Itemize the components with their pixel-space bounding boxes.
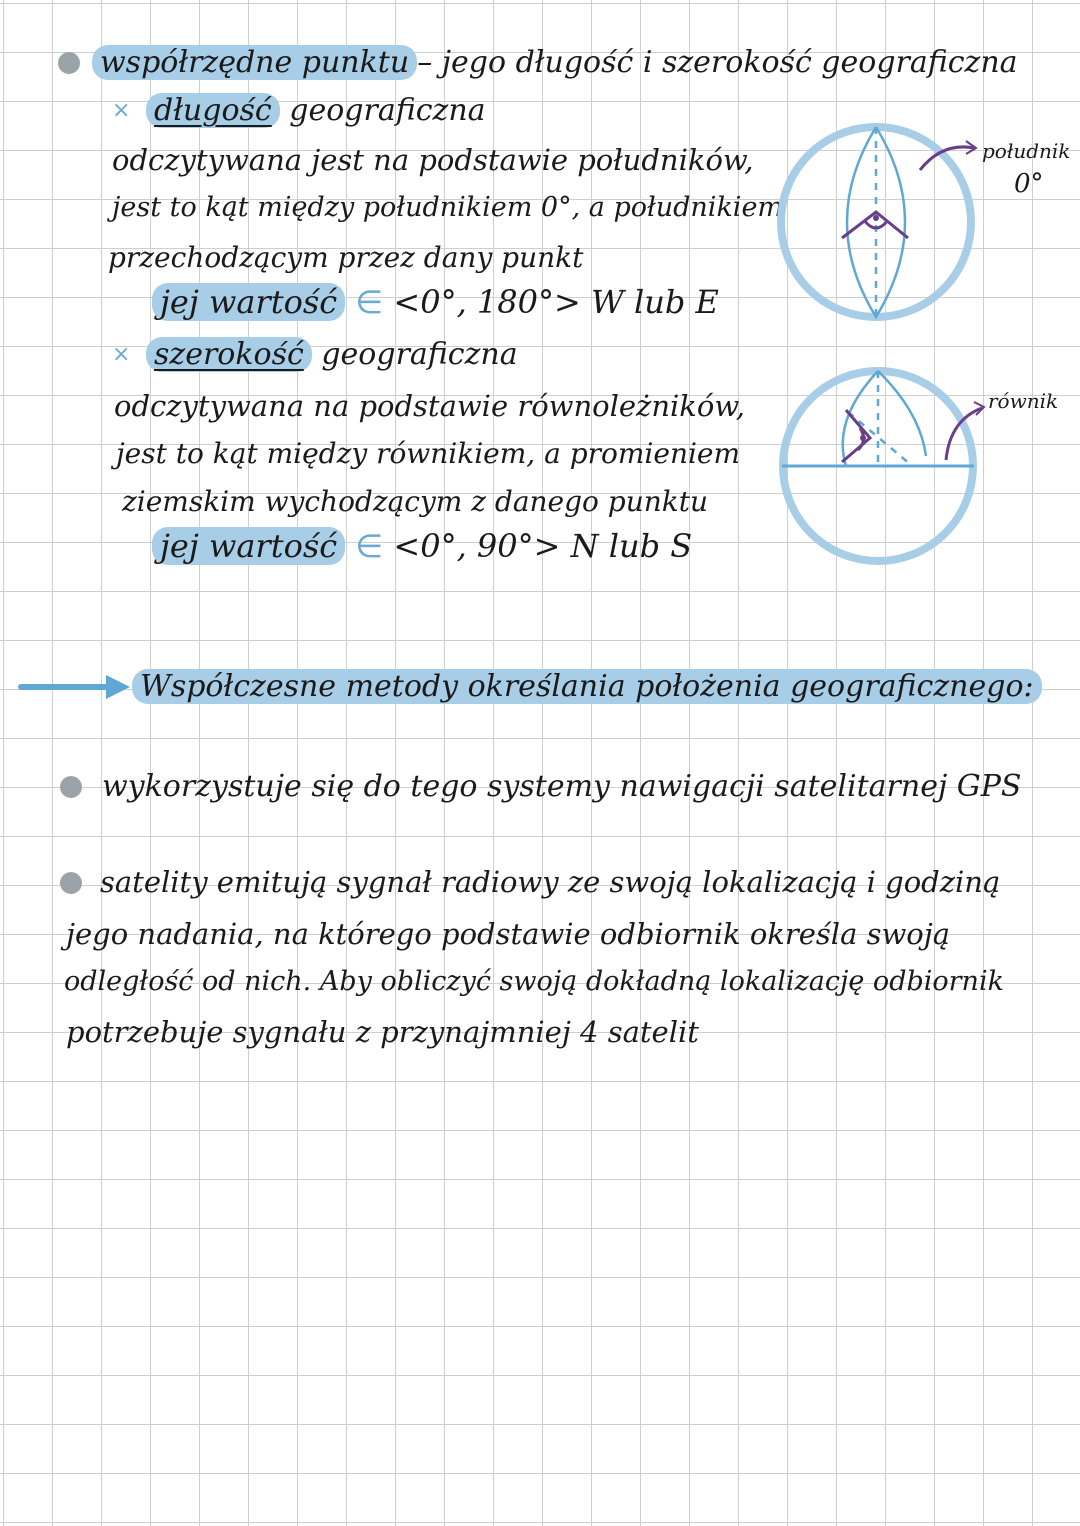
latitude-globe-diagram	[770, 360, 1070, 580]
latitude-value-range: <0°, 90°> N lub S	[393, 527, 693, 565]
prime-meridian-label: południk	[982, 139, 1071, 163]
element-of-symbol: ∈	[355, 283, 384, 321]
element-of-symbol: ∈	[355, 527, 384, 565]
latitude-value	[152, 527, 693, 565]
longitude-term: długość	[146, 93, 280, 128]
angle-arc	[864, 220, 888, 228]
coordinates-line	[92, 45, 1018, 80]
angle-dot	[860, 435, 866, 441]
longitude-term-rest: geograficzna	[289, 93, 486, 128]
latitude-value-label: jej wartość	[152, 527, 345, 565]
cross-icon: ×	[112, 342, 131, 367]
angle-dot	[873, 215, 879, 221]
longitude-globe-diagram	[770, 110, 1070, 330]
bullet-dot	[58, 52, 80, 74]
section-arrow	[18, 684, 118, 690]
latitude-term: szerokość	[146, 337, 312, 372]
latitude-desc-1: odczytywana na podstawie równoleżników,	[114, 389, 745, 423]
coordinates-term: współrzędne punktu	[92, 45, 417, 80]
longitude-desc-3: przechodzącym przez dany punkt	[108, 241, 584, 274]
equator-label: równik	[988, 389, 1059, 413]
longitude-heading	[146, 93, 486, 128]
coordinates-definition: – jego długość i szerokość geograficzna	[417, 45, 1018, 80]
latitude-heading	[146, 337, 518, 372]
latitude-desc-3: ziemskim wychodzącym z danego punktu	[122, 485, 709, 518]
longitude-desc-1: odczytywana jest na podstawie południków,	[112, 143, 754, 177]
cross-icon: ×	[112, 98, 131, 123]
section2-heading-text: Współczesne metody określania położenia geograficznego:	[132, 669, 1042, 704]
bullet-dot	[60, 776, 82, 798]
arrow-head-icon	[106, 675, 130, 699]
satellite-text-4: potrzebuje sygnału z przynajmniej 4 satelit	[66, 1015, 699, 1049]
section2-heading	[132, 669, 1042, 704]
longitude-value-range: <0°, 180°> W lub E	[393, 283, 719, 321]
latitude-desc-2: jest to kąt między równikiem, a promieniem	[116, 437, 741, 470]
longitude-value-label: jej wartość	[152, 283, 345, 321]
bullet-dot	[60, 872, 82, 894]
longitude-value	[152, 283, 719, 321]
latitude-term-rest: geograficzna	[321, 337, 518, 372]
meridian-curve	[843, 371, 878, 466]
gps-bullet-text: wykorzystuje się do tego systemy nawigacji satelitarnej GPS	[102, 769, 1022, 804]
prime-meridian-degree: 0°	[1014, 169, 1044, 199]
satellite-text-1: satelity emitują sygnał radiowy ze swoją lokalizacją i godziną	[100, 865, 1001, 899]
satellite-text-3: odległość od nich. Aby obliczyć swoją dokładną lokalizację odbiornik	[64, 966, 1004, 997]
satellite-text-2: jego nadania, na którego podstawie odbiornik określa swoją	[66, 917, 951, 951]
longitude-desc-2: jest to kąt między południkiem 0°, a południkiem	[112, 192, 784, 223]
